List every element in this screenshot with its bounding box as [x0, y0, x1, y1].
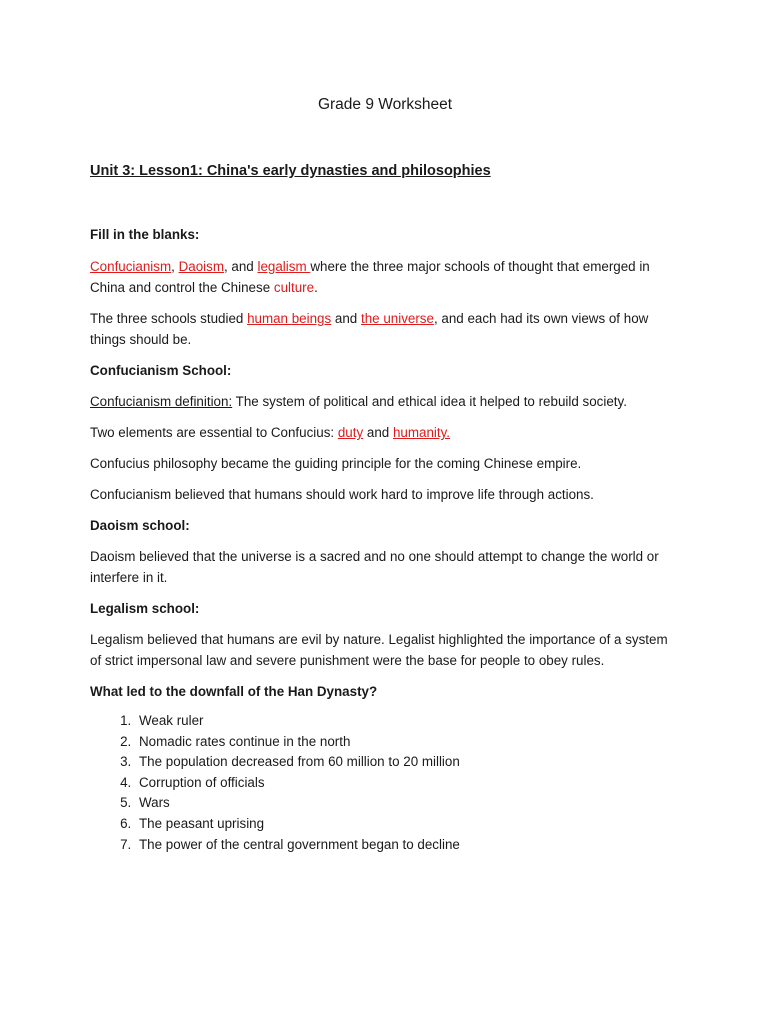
- three-schools-paragraph: [90, 308, 680, 350]
- fill-in-blanks-heading: Fill in the blanks:: [90, 227, 200, 242]
- answer-daoism: Daoism: [178, 259, 224, 274]
- list-item: 4. Corruption of officials: [135, 773, 680, 794]
- answer-confucianism: Confucianism: [90, 259, 172, 274]
- schools-of-thought-paragraph: [90, 256, 680, 298]
- legalism-heading: Legalism school:: [90, 601, 200, 616]
- definition-text: The system of political and ethical idea it helped to rebuild society.: [232, 394, 627, 409]
- list-item: 5. Wars: [135, 793, 680, 814]
- text-segment: , and each had its own views of how things should be.: [90, 311, 649, 347]
- list-item: 2. Nomadic rates continue in the north: [135, 732, 680, 753]
- confucianism-heading: Confucianism School:: [90, 363, 232, 378]
- list-item: 7. The power of the central government began to decline: [135, 835, 680, 856]
- definition-label: Confucianism definition:: [90, 394, 233, 409]
- confucius-elements-paragraph: [90, 422, 680, 443]
- worksheet-title: Grade 9 Worksheet: [317, 96, 453, 113]
- worksheet-content: [90, 90, 680, 855]
- answer-the-universe: the universe: [360, 311, 434, 326]
- daoism-heading: Daoism school:: [90, 518, 190, 533]
- list-item: 1. Weak ruler: [135, 711, 680, 732]
- han-dynasty-question: What led to the downfall of the Han Dynasty?: [90, 684, 378, 699]
- confucius-philosophy-paragraph: Confucius philosophy became the guiding principle for the coming Chinese empire.: [90, 456, 582, 471]
- answer-legalism: legalism: [257, 259, 311, 274]
- daoism-paragraph: Daoism believed that the universe is a sacred and no one should attempt to change the world or interfere in it.: [90, 549, 659, 585]
- text-segment: .: [314, 280, 318, 295]
- unit-heading: Unit 3: Lesson1: China's early dynasties and philosophies: [90, 163, 491, 179]
- confucianism-definition: [90, 391, 680, 412]
- list-item: 3. The population decreased from 60 million to 20 million: [135, 752, 680, 773]
- answer-human-beings: human beings: [247, 311, 332, 326]
- answer-humanity: humanity.: [392, 425, 451, 440]
- confucianism-belief-paragraph: Confucianism believed that humans should work hard to improve life through actions.: [90, 487, 594, 502]
- legalism-paragraph: Legalism believed that humans are evil by nature. Legalist highlighted the importance of a system of strict impersonal law and severe punishment were the base for people to obey rules.: [90, 632, 668, 668]
- text-segment: ,: [171, 259, 179, 274]
- list-item: 6. The peasant uprising: [135, 814, 680, 835]
- text-segment: where the three major schools of thought that emerged in China and control the Chinese: [90, 259, 650, 295]
- text-segment: and: [363, 425, 393, 440]
- text-segment: and: [331, 311, 361, 326]
- han-downfall-list: [90, 711, 680, 855]
- text-segment: Two elements are essential to Confucius:: [90, 425, 338, 440]
- answer-culture: culture: [273, 280, 315, 295]
- text-segment: The three schools studied: [90, 311, 248, 326]
- answer-duty: duty: [337, 425, 364, 440]
- text-segment: , and: [223, 259, 258, 274]
